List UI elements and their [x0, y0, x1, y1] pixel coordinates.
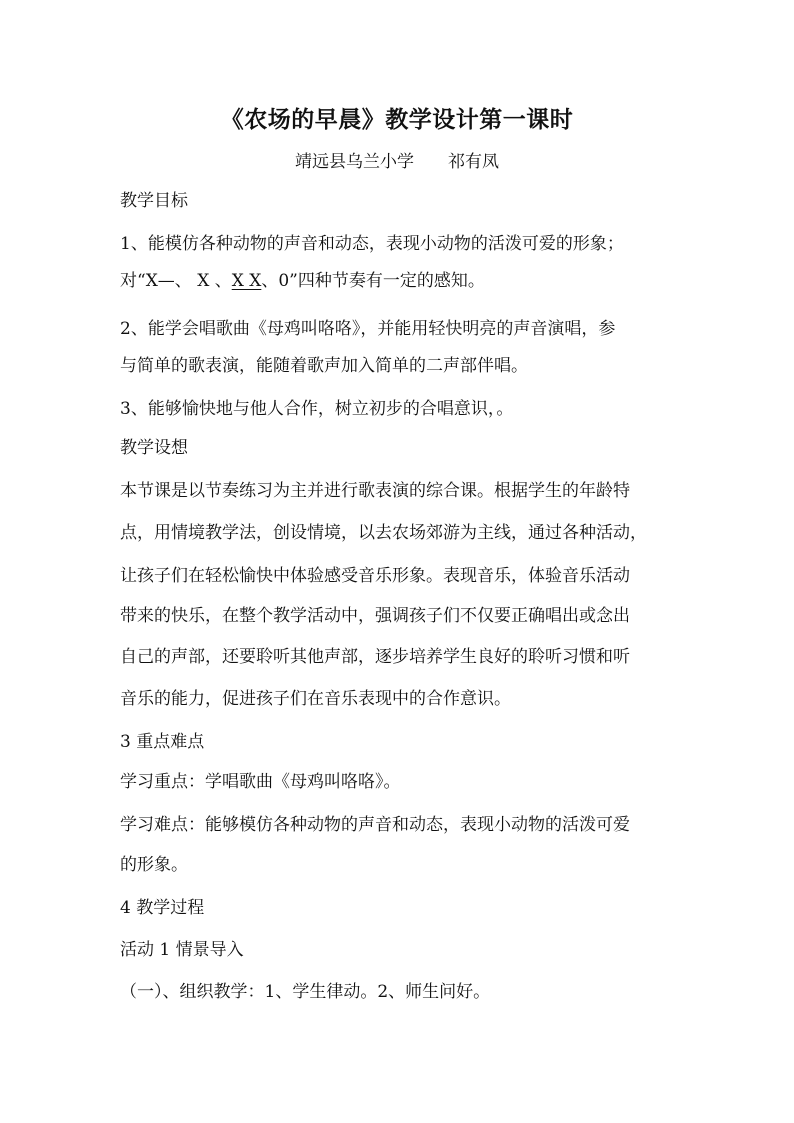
goal-item-1-line-2	[120, 271, 485, 291]
goal-item-2-line-2: 与简单的歌表演，能随着歌声加入简单的二声部伴唱。	[120, 356, 528, 376]
goal-item-1-line-1: 1、能模仿各种动物的声音和动态，表现小动物的活泼可爱的形象；	[120, 234, 624, 254]
goal-item-2-line-1: 2、能学会唱歌曲《母鸡叫咯咯》，并能用轻快明亮的声音演唱，参	[120, 319, 616, 339]
activity-1-heading: 活动 1 情景导入	[120, 940, 244, 960]
author-school: 靖远县乌兰小学	[295, 152, 414, 172]
concept-heading: 教学设想	[120, 438, 188, 458]
activity-1-step-1: （一）、组织教学：1、学生律动。2、师生问好。	[120, 982, 491, 1002]
author-line	[0, 147, 794, 172]
concept-line-6: 音乐的能力，促进孩子们在音乐表现中的合作意识。	[120, 689, 511, 709]
key-focus: 学习重点：学唱歌曲《母鸡叫咯咯》。	[120, 772, 401, 792]
concept-line-5: 自己的声部，还要聆听其他声部，逐步培养学生良好的聆听习惯和听	[120, 647, 630, 667]
key-points-heading: 3 重点难点	[120, 732, 205, 752]
key-difficulty-line-1: 学习难点：能够模仿各种动物的声音和动态，表现小动物的活泼可爱	[120, 815, 630, 835]
author-name: 祁有凤	[448, 152, 499, 172]
goal-item-3: 3、能够愉快地与他人合作，树立初步的合唱意识，。	[120, 399, 514, 419]
goals-heading: 教学目标	[120, 191, 188, 211]
rhythm-prefix: 对“X—、 X 、	[120, 271, 232, 291]
rhythm-suffix: 、0”四种节奏有一定的感知。	[261, 271, 485, 291]
concept-line-2: 点，用情境教学法，创设情境，以去农场郊游为主线，通过各种活动，	[120, 523, 647, 543]
concept-line-3: 让孩子们在轻松愉快中体验感受音乐形象。表现音乐，体验音乐活动	[120, 566, 630, 586]
key-difficulty-line-2: 的形象。	[120, 855, 188, 875]
document-title: 《农场的早晨》教学设计第一课时	[220, 106, 574, 133]
concept-line-1: 本节课是以节奏练习为主并进行歌表演的综合课。根据学生的年龄特	[120, 481, 630, 501]
process-heading: 4 教学过程	[120, 898, 205, 918]
concept-line-4: 带来的快乐，在整个教学活动中，强调孩子们不仅要正确唱出或念出	[120, 606, 630, 626]
rhythm-underlined: X X	[231, 271, 262, 291]
